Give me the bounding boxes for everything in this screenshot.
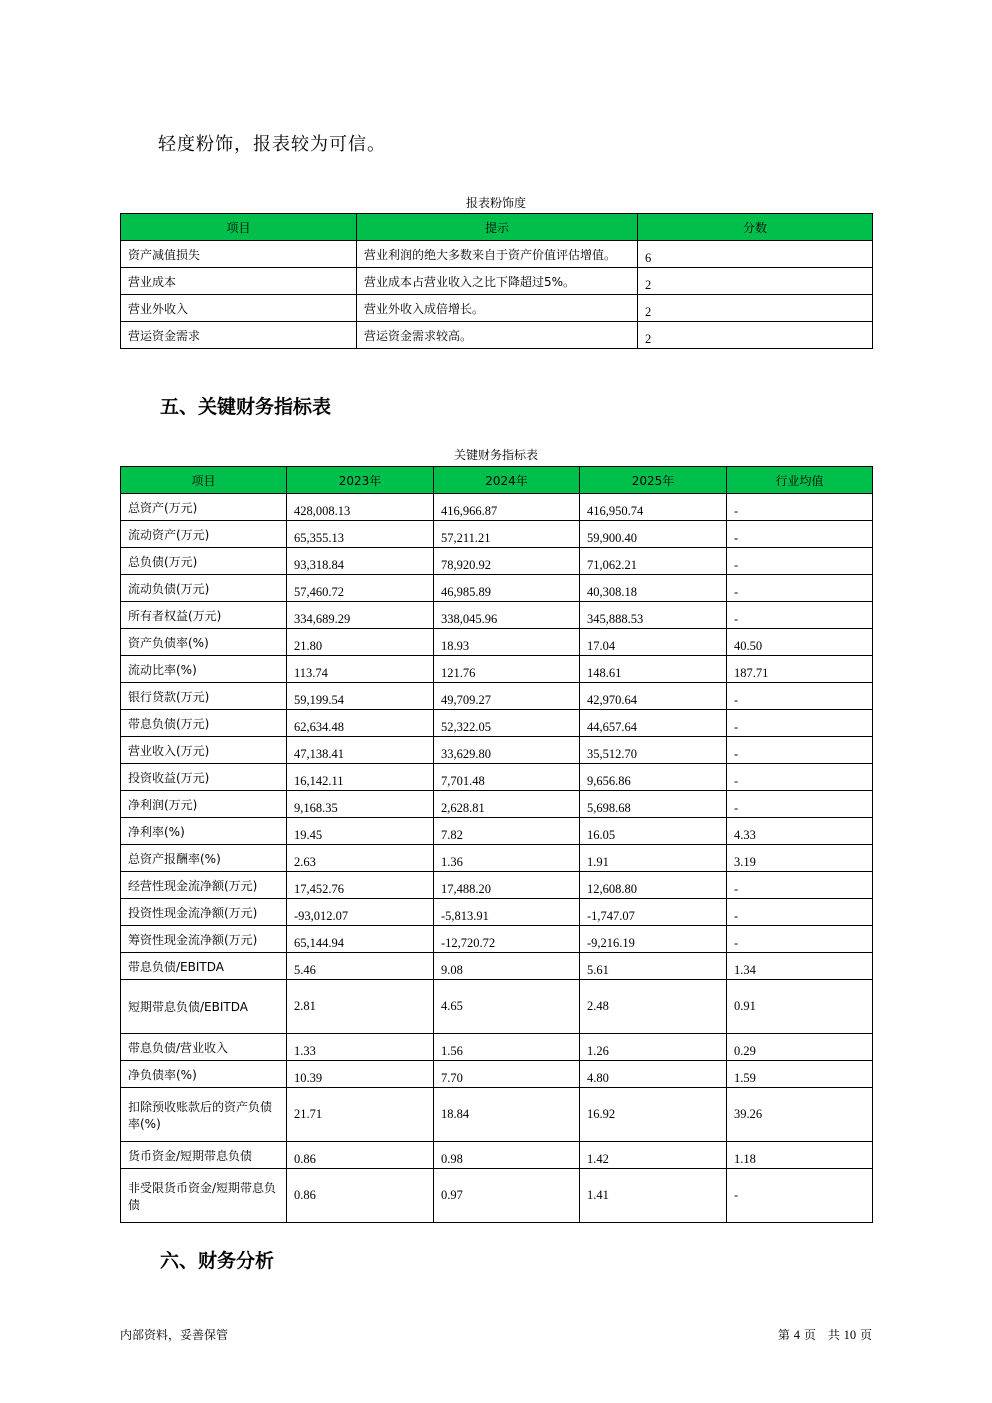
value-cell: 18.84 [434,1088,580,1142]
page-mid: 页 共 [803,1328,840,1342]
intro-text: 轻度粉饰，报表较为可信。 [158,134,386,155]
value-cell: 7.82 [434,818,580,845]
row-label-cell: 经营性现金流净额(万元) [121,872,287,899]
value-cell: - [727,521,873,548]
row-label-cell: 资产负债率(%) [121,629,287,656]
value-cell: 6 [638,241,873,268]
row-label-cell: 营业外收入 [121,295,357,322]
row-label-cell: 筹资性现金流净额(万元) [121,926,287,953]
value-cell: -9,216.19 [580,926,727,953]
value-cell: 4.80 [580,1061,727,1088]
value-cell: 59,199.54 [287,683,434,710]
value-cell: 416,950.74 [580,494,727,521]
page-suffix: 页 [859,1328,872,1342]
value-cell: 345,888.53 [580,602,727,629]
table1-header-item: 项目 [121,214,357,241]
section5-title: 五、关键财务指标表 [160,396,332,418]
value-cell: 0.86 [287,1142,434,1169]
row-label-cell: 流动资产(万元) [121,521,287,548]
value-cell: -5,813.91 [434,899,580,926]
value-cell: 338,045.96 [434,602,580,629]
value-cell: 35,512.70 [580,737,727,764]
value-cell: 2 [638,322,873,349]
value-cell: - [727,602,873,629]
value-cell: 65,144.94 [287,926,434,953]
value-cell: 0.97 [434,1169,580,1223]
table-row [121,764,873,791]
value-cell: 71,062.21 [580,548,727,575]
table-row [121,1142,873,1169]
value-cell: - [727,926,873,953]
value-cell: 1.59 [727,1061,873,1088]
table-row [121,629,873,656]
table-row [121,494,873,521]
section6-title: 六、财务分析 [160,1250,275,1272]
value-cell: 0.29 [727,1034,873,1061]
row-label-cell: 净利润(万元) [121,791,287,818]
table1-header-hint: 提示 [357,214,638,241]
table-row [121,241,873,268]
value-cell: 17,488.20 [434,872,580,899]
value-cell: 5,698.68 [580,791,727,818]
value-cell: 416,966.87 [434,494,580,521]
value-cell: 17,452.76 [287,872,434,899]
row-label-cell: 带息负债/营业收入 [121,1034,287,1061]
row-label-cell: 资产减值损失 [121,241,357,268]
value-cell: 49,709.27 [434,683,580,710]
table-row [121,899,873,926]
table-row [121,791,873,818]
table1-header-score: 分数 [638,214,873,241]
table-row [121,980,873,1034]
table-row [121,602,873,629]
value-cell: 16.05 [580,818,727,845]
table-row [121,710,873,737]
table-row [121,926,873,953]
table2-header-item: 项目 [121,467,287,494]
value-cell: -93,012.07 [287,899,434,926]
row-label-cell: 所有者权益(万元) [121,602,287,629]
value-cell: 2.81 [287,980,434,1034]
row-label-cell: 带息负债(万元) [121,710,287,737]
value-cell: 5.61 [580,953,727,980]
value-cell: 113.74 [287,656,434,683]
value-cell: 121.76 [434,656,580,683]
value-cell: 2.48 [580,980,727,1034]
value-cell: - [727,737,873,764]
value-cell: 42,970.64 [580,683,727,710]
row-label-cell: 总资产报酬率(%) [121,845,287,872]
value-cell: 78,920.92 [434,548,580,575]
value-cell: 4.65 [434,980,580,1034]
value-cell: 营业成本占营业收入之比下降超过5%。 [357,268,638,295]
footer-page-number [778,1326,872,1343]
table-row [121,656,873,683]
row-label-cell: 营业成本 [121,268,357,295]
value-cell: 40.50 [727,629,873,656]
row-label-cell: 流动比率(%) [121,656,287,683]
value-cell: 1.41 [580,1169,727,1223]
value-cell: 2,628.81 [434,791,580,818]
table2-header-industry-avg: 行业均值 [727,467,873,494]
row-label-cell: 总负债(万元) [121,548,287,575]
row-label-cell: 货币资金/短期带息负债 [121,1142,287,1169]
value-cell: 19.45 [287,818,434,845]
table-row [121,818,873,845]
value-cell: 62,634.48 [287,710,434,737]
value-cell: 40,308.18 [580,575,727,602]
table-row [121,268,873,295]
value-cell: - [727,1169,873,1223]
value-cell: 57,211.21 [434,521,580,548]
row-label-cell: 净负债率(%) [121,1061,287,1088]
row-label-cell: 银行贷款(万元) [121,683,287,710]
value-cell: 1.56 [434,1034,580,1061]
value-cell: 营业外收入成倍增长。 [357,295,638,322]
value-cell: 148.61 [580,656,727,683]
value-cell: 1.36 [434,845,580,872]
value-cell: 12,608.80 [580,872,727,899]
value-cell: 65,355.13 [287,521,434,548]
value-cell: 46,985.89 [434,575,580,602]
table-row [121,548,873,575]
row-label-cell: 带息负债/EBITDA [121,953,287,980]
value-cell: 44,657.64 [580,710,727,737]
row-label-cell: 短期带息负债/EBITDA [121,980,287,1034]
table-row [121,1034,873,1061]
table2-caption: 关键财务指标表 [453,448,538,462]
value-cell: -12,720.72 [434,926,580,953]
row-label-cell: 营业收入(万元) [121,737,287,764]
value-cell: 187.71 [727,656,873,683]
row-label-cell: 流动负债(万元) [121,575,287,602]
table1-header-row [121,214,873,241]
table-row [121,1169,873,1223]
value-cell: 16.92 [580,1088,727,1142]
value-cell: 21.71 [287,1088,434,1142]
value-cell: 3.19 [727,845,873,872]
value-cell: 1.18 [727,1142,873,1169]
row-label-cell: 投资收益(万元) [121,764,287,791]
value-cell: 39.26 [727,1088,873,1142]
table-row [121,295,873,322]
footer-confidential: 内部资料，妥善保管 [120,1328,229,1342]
table-row [121,1088,873,1142]
table-row [121,1061,873,1088]
value-cell: - [727,548,873,575]
value-cell: - [727,872,873,899]
page-current: 4 [793,1328,800,1342]
value-cell: 7.70 [434,1061,580,1088]
value-cell: 1.42 [580,1142,727,1169]
value-cell: 1.34 [727,953,873,980]
value-cell: 21.80 [287,629,434,656]
value-cell: - [727,764,873,791]
value-cell: 59,900.40 [580,521,727,548]
table2-header-row [121,467,873,494]
value-cell: 18.93 [434,629,580,656]
value-cell: 17.04 [580,629,727,656]
key-financial-indicators-table [120,466,873,1223]
value-cell: - [727,683,873,710]
table-row [121,683,873,710]
value-cell: -1,747.07 [580,899,727,926]
value-cell: 428,008.13 [287,494,434,521]
row-label-cell: 营运资金需求 [121,322,357,349]
value-cell: - [727,791,873,818]
value-cell: 47,138.41 [287,737,434,764]
value-cell: 0.98 [434,1142,580,1169]
value-cell: 0.86 [287,1169,434,1223]
table2-header-2024: 2024年 [434,467,580,494]
value-cell: 7,701.48 [434,764,580,791]
row-label-cell: 总资产(万元) [121,494,287,521]
value-cell: 16,142.11 [287,764,434,791]
value-cell: 1.26 [580,1034,727,1061]
table-row [121,872,873,899]
value-cell: 9,656.86 [580,764,727,791]
value-cell: - [727,710,873,737]
page-prefix: 第 [777,1328,790,1342]
value-cell: 2 [638,268,873,295]
value-cell: 2 [638,295,873,322]
value-cell: 0.91 [727,980,873,1034]
statement-quality-table [120,213,873,349]
value-cell: 2.63 [287,845,434,872]
page-total: 10 [843,1328,857,1342]
table-row [121,575,873,602]
value-cell: 10.39 [287,1061,434,1088]
row-label-cell: 非受限货币资金/短期带息负债 [121,1169,287,1223]
value-cell: 33,629.80 [434,737,580,764]
value-cell: 营业利润的绝大多数来自于资产价值评估增值。 [357,241,638,268]
value-cell: 9,168.35 [287,791,434,818]
row-label-cell: 净利率(%) [121,818,287,845]
table-row [121,953,873,980]
value-cell: 334,689.29 [287,602,434,629]
value-cell: 9.08 [434,953,580,980]
value-cell: - [727,494,873,521]
value-cell: 营运资金需求较高。 [357,322,638,349]
value-cell: 57,460.72 [287,575,434,602]
value-cell: 5.46 [287,953,434,980]
row-label-cell: 扣除预收账款后的资产负债率(%) [121,1088,287,1142]
table-row [121,845,873,872]
value-cell: 1.91 [580,845,727,872]
value-cell: - [727,575,873,602]
table-row [121,521,873,548]
value-cell: 52,322.05 [434,710,580,737]
value-cell: 4.33 [727,818,873,845]
value-cell: 1.33 [287,1034,434,1061]
value-cell: 93,318.84 [287,548,434,575]
row-label-cell: 投资性现金流净额(万元) [121,899,287,926]
table-row [121,737,873,764]
table2-header-2023: 2023年 [287,467,434,494]
table2-header-2025: 2025年 [580,467,727,494]
value-cell: - [727,899,873,926]
table1-caption: 报表粉饰度 [465,196,526,210]
table-row [121,322,873,349]
